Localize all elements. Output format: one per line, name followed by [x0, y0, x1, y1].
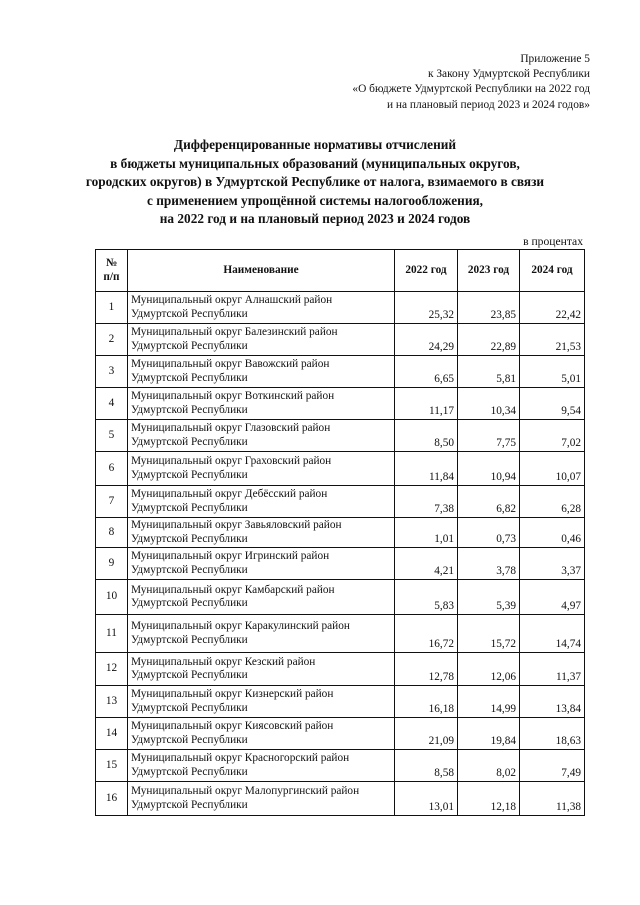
value-2022: 16,72	[395, 615, 458, 653]
header-2022: 2022 год	[395, 250, 458, 292]
row-number: 12	[96, 653, 128, 686]
row-name-line: Муниципальный округ Вавожский район	[131, 358, 330, 370]
header-number	[96, 250, 128, 292]
table-row	[96, 388, 585, 420]
value-2023: 5,81	[458, 356, 520, 388]
value-2023: 23,85	[458, 292, 520, 324]
row-name-line: Удмуртской Республики	[131, 307, 248, 320]
value-2024: 7,02	[520, 420, 585, 452]
value-2023: 8,02	[458, 750, 520, 782]
value-2024: 0,46	[520, 518, 585, 548]
row-name-line: Муниципальный округ Алнашский район	[131, 294, 333, 306]
table-row	[96, 782, 585, 816]
appendix-line: Приложение 5	[520, 53, 590, 65]
value-2023: 0,73	[458, 518, 520, 548]
row-name-line: Удмуртской Республики	[131, 501, 248, 514]
row-number: 4	[96, 388, 128, 420]
title-line: городских округов) в Удмуртской Республике от налога, взимаемого в связи	[85, 174, 545, 190]
table-row	[96, 580, 585, 615]
row-name-line: Муниципальный округ Каракулинский район	[131, 620, 350, 632]
row-number: 1	[96, 292, 128, 324]
row-number: 13	[96, 686, 128, 718]
row-name-line: Муниципальный округ Кезский район	[131, 655, 316, 668]
value-2023: 3,78	[458, 548, 520, 580]
title-line: в бюджеты муниципальных образований (муниципальных округов,	[110, 155, 520, 171]
value-2022: 6,65	[395, 356, 458, 388]
value-2023: 12,18	[458, 782, 520, 816]
row-name-line: Удмуртской Республики	[131, 733, 248, 746]
row-name-line: Удмуртской Республики	[131, 597, 248, 609]
value-2024: 11,37	[520, 653, 585, 686]
value-2022: 11,17	[395, 388, 458, 420]
header-2023: 2023 год	[458, 250, 520, 292]
row-name	[128, 292, 395, 324]
value-2023: 6,82	[458, 486, 520, 518]
value-2024: 9,54	[520, 388, 585, 420]
row-name-line: Удмуртской Республики	[131, 403, 248, 416]
row-number: 6	[96, 452, 128, 486]
value-2024: 13,84	[520, 686, 585, 718]
row-name-line: Муниципальный округ Малопургинский район	[131, 785, 360, 797]
row-name-line: Муниципальный округ Киясовский район	[131, 720, 334, 732]
row-number: 7	[96, 486, 128, 518]
title-line: с применением упрощённой системы налогообложения,	[146, 192, 483, 208]
table-row	[96, 324, 585, 356]
value-2024: 10,07	[520, 452, 585, 486]
value-2023: 15,72	[458, 615, 520, 653]
row-number: 2	[96, 324, 128, 356]
row-number: 15	[96, 750, 128, 782]
value-2023: 22,89	[458, 324, 520, 356]
row-name	[128, 388, 395, 420]
value-2024: 11,38	[520, 782, 585, 816]
header-2024: 2024 год	[520, 250, 585, 292]
value-2022: 13,01	[395, 782, 458, 816]
value-2023: 10,94	[458, 452, 520, 486]
value-2022: 7,38	[395, 486, 458, 518]
value-2022: 21,09	[395, 718, 458, 750]
value-2024: 5,01	[520, 356, 585, 388]
row-name	[128, 356, 395, 388]
row-number: 14	[96, 718, 128, 750]
table-row	[96, 615, 585, 653]
value-2022: 5,83	[395, 580, 458, 615]
table-row	[96, 292, 585, 324]
table-row	[96, 653, 585, 686]
row-name	[128, 548, 395, 580]
row-name-line: Муниципальный округ Красногорский район	[131, 752, 350, 764]
row-name-line: Удмуртской Республики	[131, 633, 248, 646]
value-2023: 7,75	[458, 420, 520, 452]
row-number: 3	[96, 356, 128, 388]
row-name	[128, 420, 395, 452]
row-name-line: Удмуртской Республики	[131, 798, 248, 811]
row-name	[128, 324, 395, 356]
row-name-line: Муниципальный округ Балезинский район	[131, 326, 338, 338]
value-2022: 11,84	[395, 452, 458, 486]
table-header-row	[96, 250, 585, 292]
value-2024: 22,42	[520, 292, 585, 324]
table-row	[96, 420, 585, 452]
row-name-line: Муниципальный округ Кизнерский район	[131, 688, 334, 700]
appendix-line: и на плановый период 2023 и 2024 годов»	[386, 98, 590, 111]
value-2023: 10,34	[458, 388, 520, 420]
document-title	[80, 136, 550, 229]
value-2023: 12,06	[458, 653, 520, 686]
row-name	[128, 782, 395, 816]
value-2024: 4,97	[520, 580, 585, 615]
value-2024: 6,28	[520, 486, 585, 518]
appendix-line: к Закону Удмуртской Республики	[427, 68, 590, 81]
row-name-line: Удмуртской Республики	[131, 669, 248, 681]
row-name	[128, 452, 395, 486]
row-number: 16	[96, 782, 128, 816]
row-name-line: Удмуртской Республики	[131, 468, 248, 481]
table-row	[96, 356, 585, 388]
row-name-line: Муниципальный округ Воткинский район	[131, 390, 335, 402]
value-2022: 16,18	[395, 686, 458, 718]
value-2024: 18,63	[520, 718, 585, 750]
table-row	[96, 452, 585, 486]
row-name-line: Удмуртской Республики	[131, 532, 248, 545]
value-2022: 25,32	[395, 292, 458, 324]
row-number: 10	[96, 580, 128, 615]
value-2022: 4,21	[395, 548, 458, 580]
row-name-line: Муниципальный округ Глазовский район	[131, 422, 331, 434]
row-name-line: Муниципальный округ Дебёсский район	[131, 488, 328, 500]
row-name-line: Удмуртской Республики	[131, 765, 248, 778]
table-row	[96, 718, 585, 750]
row-name	[128, 750, 395, 782]
value-2022: 8,58	[395, 750, 458, 782]
title-line: на 2022 год и на плановый период 2023 и 2024 годов	[159, 211, 471, 227]
unit-label: в процентах	[523, 235, 583, 248]
value-2022: 1,01	[395, 518, 458, 548]
value-2024: 14,74	[520, 615, 585, 653]
value-2023: 5,39	[458, 580, 520, 615]
row-name	[128, 718, 395, 750]
value-2023: 19,84	[458, 718, 520, 750]
value-2022: 24,29	[395, 324, 458, 356]
header-name: Наименование	[128, 250, 395, 292]
row-name-line: Удмуртской Республики	[131, 371, 248, 384]
value-2023: 14,99	[458, 686, 520, 718]
value-2024: 3,37	[520, 548, 585, 580]
table-row	[96, 486, 585, 518]
header-number-line: №	[105, 257, 118, 269]
row-name-line: Удмуртской Республики	[131, 701, 248, 714]
row-number: 8	[96, 518, 128, 548]
table-row	[96, 686, 585, 718]
norms-table	[95, 249, 585, 816]
value-2024: 21,53	[520, 324, 585, 356]
table-row	[96, 548, 585, 580]
row-name	[128, 653, 395, 686]
value-2022: 12,78	[395, 653, 458, 686]
appendix-line: «О бюджете Удмуртской Республики на 2022 год	[352, 83, 590, 96]
appendix-note	[352, 52, 590, 113]
table-row	[96, 750, 585, 782]
row-name	[128, 615, 395, 653]
row-name-line: Удмуртской Республики	[131, 435, 248, 448]
row-name	[128, 580, 395, 615]
row-number: 9	[96, 548, 128, 580]
row-name	[128, 518, 395, 548]
row-name-line: Муниципальный округ Игринский район	[131, 550, 330, 562]
title-line: Дифференцированные нормативы отчислений	[173, 137, 457, 152]
header-number-line: п/п	[103, 270, 120, 283]
row-number: 11	[96, 615, 128, 653]
row-name-line: Муниципальный округ Завьяловский район	[131, 519, 342, 531]
row-name-line: Муниципальный округ Камбарский район	[131, 583, 335, 596]
row-name-line: Муниципальный округ Граховский район	[131, 455, 332, 467]
table-row	[96, 518, 585, 548]
value-2024: 7,49	[520, 750, 585, 782]
row-name-line: Удмуртской Республики	[131, 563, 248, 576]
row-name-line: Удмуртской Республики	[131, 339, 248, 352]
row-name	[128, 686, 395, 718]
table-body	[96, 292, 585, 816]
value-2022: 8,50	[395, 420, 458, 452]
row-number: 5	[96, 420, 128, 452]
row-name	[128, 486, 395, 518]
